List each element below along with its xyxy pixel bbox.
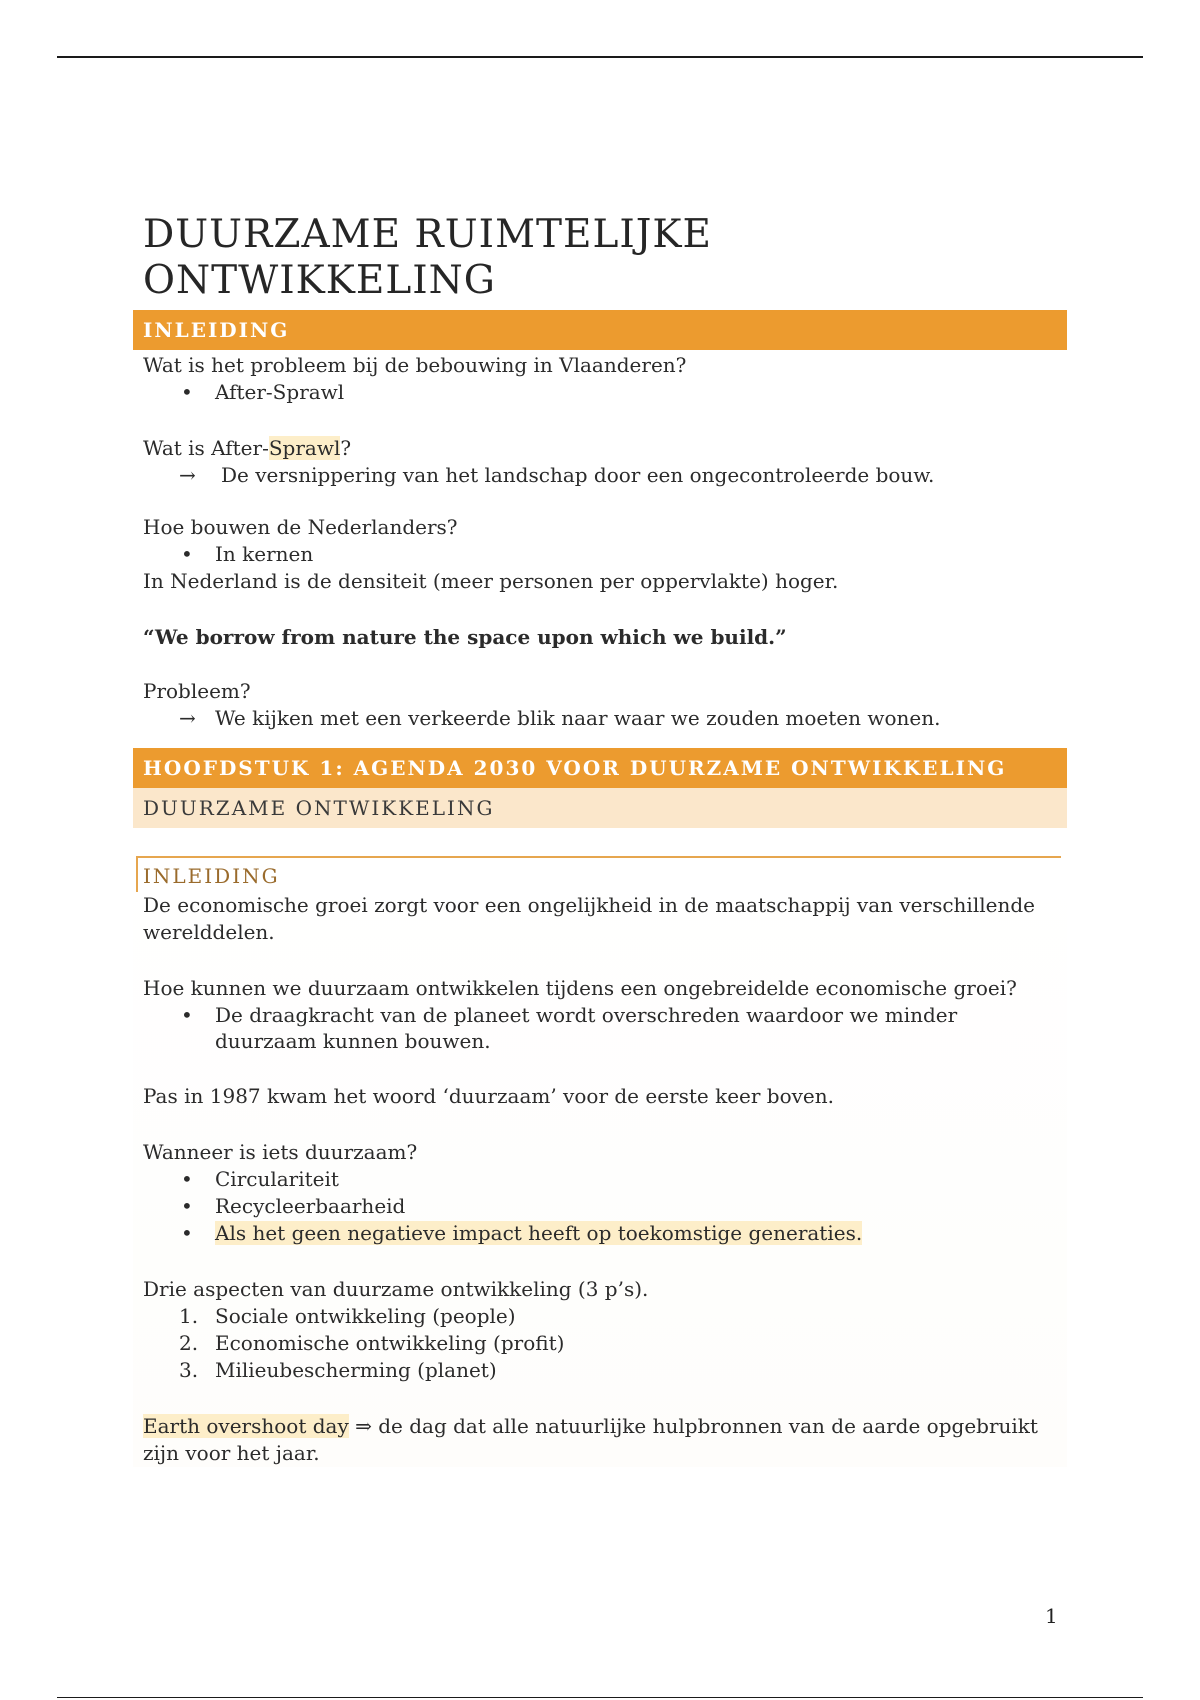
highlight-generations: Als het geen negatieve impact heeft op toekomstige generaties. [215, 1221, 863, 1245]
aspects-intro: Drie aspecten van duurzame ontwikkeling (3 p’s). [143, 1277, 649, 1301]
question-duurzaam: Wanneer is iets duurzaam? [143, 1140, 418, 1164]
highlight-term: Earth overshoot day [143, 1414, 349, 1438]
document-page [133, 212, 1067, 1467]
bullet-list [143, 541, 1057, 568]
document-title: DUURZAME RUIMTELIJKE ONTWIKKELING [143, 212, 713, 303]
history-statement: Pas in 1987 kwam het woord ‘duurzaam’ voor de eerste keer boven. [143, 1084, 835, 1108]
density-statement: In Nederland is de densiteit (meer personen per oppervlakte) hoger. [143, 569, 839, 593]
aspects-list [143, 1303, 1057, 1384]
list-item: • Circulariteit [143, 1166, 1057, 1193]
question-after-sprawl: Wat is After-Sprawl? [143, 436, 352, 460]
chapter-body-panel [133, 856, 1067, 1467]
list-item: 1. Sociale ontwikkeling (people) [179, 1304, 516, 1328]
list-item: 3. Milieubescherming (planet) [179, 1358, 497, 1382]
bullet-list [143, 379, 1057, 406]
bullet-list [143, 1166, 1057, 1247]
question-vlaanderen: Wat is het probleem bij de bebouwing in Vlaanderen? [143, 353, 687, 377]
earth-overshoot-definition: Earth overshoot day ⇒ de dag dat alle natuurlijke hulpbronnen van de aarde opgebruikt zijn voor het jaar. [143, 1414, 1038, 1465]
list-item: • De draagkracht van de planeet wordt overschreden waardoor we minder duurzaam kunnen bouwen. [143, 1002, 1057, 1054]
list-item: 2. Economische ontwikkeling (profit) [179, 1331, 565, 1355]
list-item: • In kernen [143, 541, 1057, 568]
list-item [143, 1220, 1057, 1247]
question-growth: Hoe kunnen we duurzaam ontwikkelen tijdens een ongebreidelde economische groei? [143, 976, 1017, 1000]
page-number: 1 [1045, 1604, 1058, 1628]
highlight-sprawl: Sprawl [268, 436, 341, 460]
growth-statement: De economische groei zorgt voor een ongelijkheid in de maatschappij van verschillende werelddelen. [143, 893, 1035, 944]
list-item: • After-Sprawl [143, 379, 1057, 406]
list-item: • Recycleerbaarheid [143, 1193, 1057, 1220]
quote: “We borrow from nature the space upon which we build.” [143, 625, 787, 649]
section-heading-inleiding-2: INLEIDING [136, 856, 1061, 892]
answer-line: → De versnippering van het landschap door een ongecontroleerde bouw. [179, 463, 935, 487]
question-nederlanders: Hoe bouwen de Nederlanders? [143, 515, 458, 539]
intro-body [133, 352, 1067, 732]
header-rule [57, 56, 1143, 58]
bullet-list [143, 1002, 1057, 1054]
problem-question: Probleem? [143, 679, 251, 703]
chapter-heading: HOOFDSTUK 1: AGENDA 2030 VOOR DUURZAME ONTWIKKELING [133, 748, 1067, 788]
arrow-right-icon: → [179, 706, 196, 730]
answer-line: → We kijken met een verkeerde blik naar waar we zouden moeten wonen. [179, 706, 941, 730]
arrow-right-icon: → [179, 463, 196, 487]
footer-rule [57, 1697, 1143, 1698]
chapter-body [133, 892, 1067, 1467]
chapter-subheading: DUURZAME ONTWIKKELING [133, 788, 1067, 828]
section-heading-inleiding: INLEIDING [133, 310, 1067, 350]
